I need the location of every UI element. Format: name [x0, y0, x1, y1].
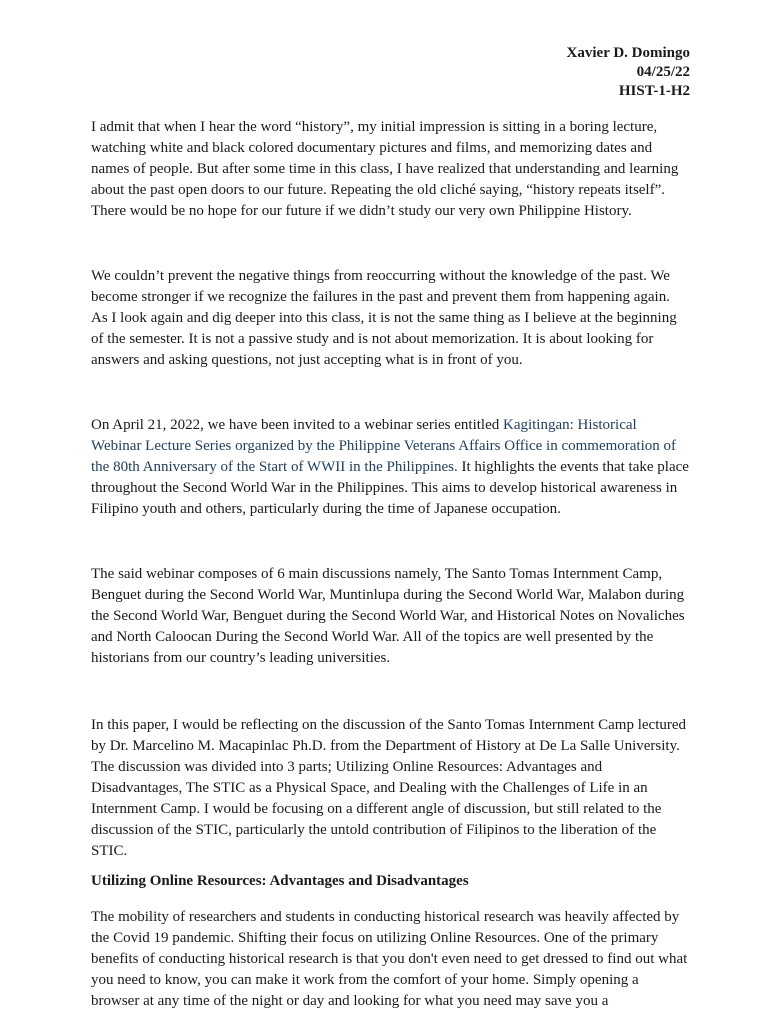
course-code: HIST-1-H2 [618, 83, 690, 99]
paragraph-webinar-title: Kagitingan: Historical Webinar Lecture Series organized by the Philippine Veterans Affairs Office in commemoration of the 80th Anniversary of the Start of WWII in the Philippines. [91, 417, 677, 475]
paragraph-reflection: In this paper, I would be reflecting on the discussion of the Santo Tomas Internment Camp lectured by Dr. Marcelino M. Macapinlac Ph.D. from the Department of History at De La Salle University. The discussion was divided into 3 parts; Utilizing Online Resources: Advantages and Disadvantages, The STIC as a Physical Space, and Dealing with the Challenges of Life in an Internment Camp. I would be focusing on a different angle of discussion, but still related to the discussion of the STIC, particularly the untold contribution of Filipinos to the liberation of the STIC. [91, 717, 687, 859]
author-name: Xavier D. Domingo [566, 45, 690, 61]
paragraph-knowledge-of-past: We couldn’t prevent the negative things from reoccurring without the knowledge of the past. We become stronger if we recognize the failures in the past and prevent them from happening again. As I look again and dig deeper into this class, it is not the same thing as I believe at the beginning of the semester. It is not a passive study and is not about memorization. It is about looking for answers and asking questions, not just accepting what is in front of you. [91, 268, 677, 368]
paragraph-webinar-part-3: It highlights the events that take place throughout the Second World War in the Philippines. This aims to develop historical awareness in Filipino youth and others, particularly during the time of Japanese occupation. [91, 459, 689, 517]
paragraph-discussions: The said webinar composes of 6 main discussions namely, The Santo Tomas Internment Camp, Benguet during the Second World War, Muntinlupa during the Second World War, Malabon during the Second World War, Benguet during the Second World War, and Historical Notes on Novaliches and North Caloocan During the Second World War. All of the topics are well presented by the historians from our country’s leading universities. [91, 566, 685, 666]
paragraph-webinar-part-1: On April 21, 2022, we have been invited to a webinar series entitled [91, 417, 503, 433]
author-header [567, 44, 690, 101]
section-heading-online-resources: Utilizing Online Resources: Advantages and Disadvantages [91, 873, 469, 889]
document-body [91, 117, 689, 1012]
paragraph-intro: I admit that when I hear the word “history”, my initial impression is sitting in a boring lecture, watching white and black colored documentary pictures and films, and memorizing dates and names of people. But after some time in this class, I have realized that understanding and learning about the past open doors to our future. Repeating the old cliché saying, “history repeats itself”. There would be no hope for our future if we didn’t study our very own Philippine History. [91, 119, 679, 219]
paragraph-webinar [91, 415, 689, 520]
submission-date: 04/25/22 [636, 64, 690, 80]
paragraph-online-resources: The mobility of researchers and students in conducting historical research was heavily affected by the Covid 19 pandemic. Shifting their focus on utilizing Online Resources. One of the primary benefits of conducting historical research is that you don't even need to get dressed to find out what you need to know, you can make it work from the comfort of your home. Simply opening a browser at any time of the night or day and looking for what you need may save you a [91, 909, 688, 1009]
